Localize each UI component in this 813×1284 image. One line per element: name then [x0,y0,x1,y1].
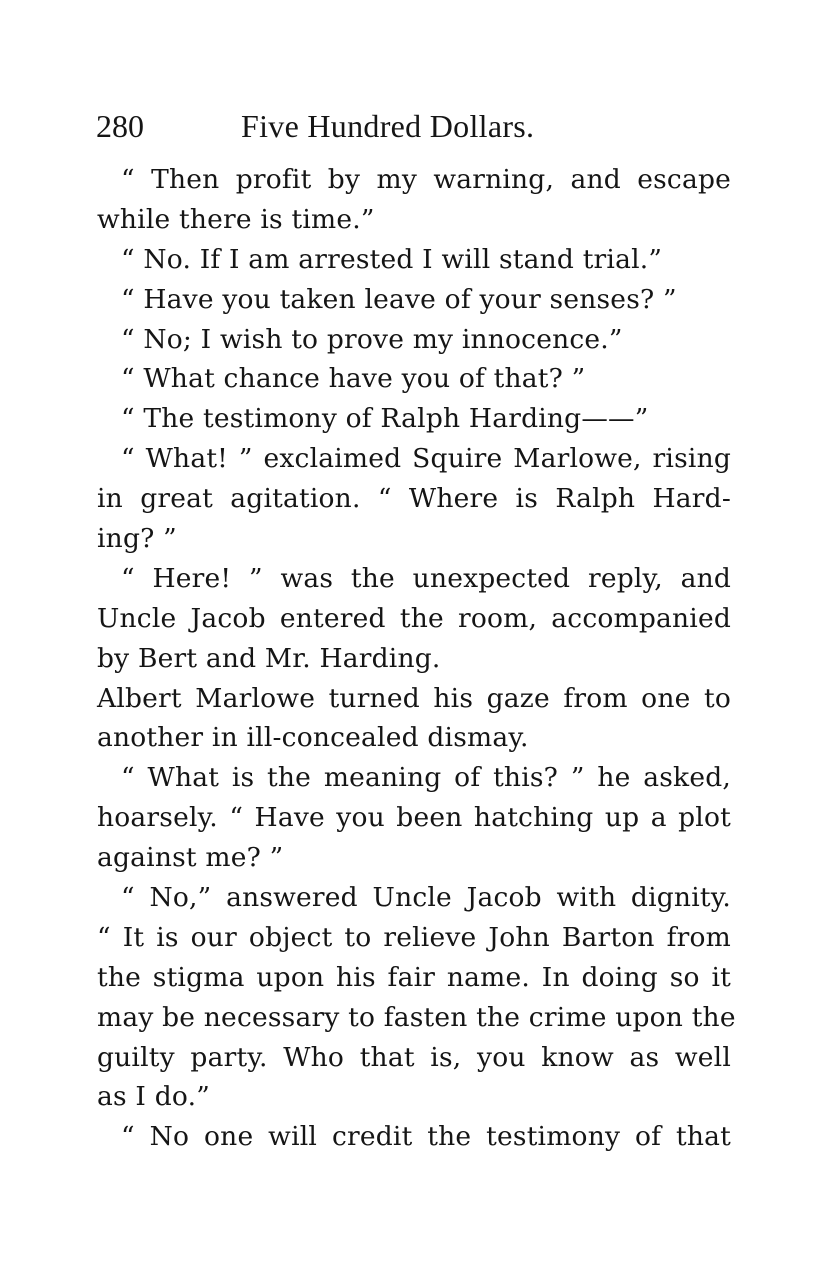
text-line: “ Have you taken leave of your senses? ” [121,283,677,315]
text-line: Uncle Jacob entered the room, accompanied [97,602,731,634]
text-line: by Bert and Mr. Harding. [97,642,441,674]
body-text [97,160,736,1157]
text-line: may be necessary to fasten the crime upon the [97,1001,736,1033]
text-line: while there is time.” [97,203,375,235]
text-line: “ No one will credit the testimony of that [121,1121,731,1153]
text-line: “ Here! ” was the unexpected reply, and [121,562,731,594]
text-line: “ What! ” exclaimed Squire Marlowe, rising [121,443,731,475]
text-line: against me? ” [97,842,284,874]
text-line: “ No,” answered Uncle Jacob with dignity. [121,882,731,914]
text-line: “ No. If I am arrested I will stand trial.” [121,243,663,275]
text-line: “ It is our object to relieve John Barton from [97,921,731,953]
text-line: hoarsely. “ Have you been hatching up a plot [97,802,731,834]
page-number: 280 [96,108,144,144]
text-line: “ What is the meaning of this? ” he asked, [121,762,731,794]
text-line: “ No; I wish to prove my innocence.” [121,323,623,355]
page-header [96,104,736,148]
text-line: the stigma upon his fair name. In doing so it [97,961,731,993]
text-line: ing? ” [97,523,177,555]
text-line: Albert Marlowe turned his gaze from one to [97,682,731,714]
text-line: guilty party. Who that is, you know as well [97,1041,731,1073]
text-line: “ The testimony of Ralph Harding——” [121,403,649,435]
text-line: in great agitation. “ Where is Ralph Hard- [97,483,731,515]
text-line: “ Then profit by my warning, and escape [121,164,731,195]
text-line: as I do.” [97,1081,210,1113]
text-line: “ What chance have you of that? ” [121,363,586,395]
text-line: another in ill-concealed dismay. [97,722,529,754]
running-title: Five Hundred Dollars. [241,108,535,144]
